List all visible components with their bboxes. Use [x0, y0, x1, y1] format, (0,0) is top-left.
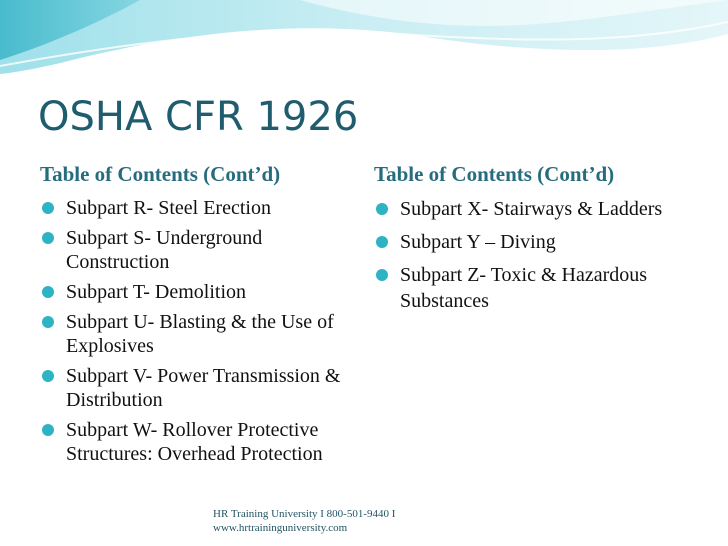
bullet-icon — [42, 316, 54, 328]
list-item-text: Subpart X- Stairways & Ladders — [400, 198, 663, 220]
left-column — [40, 160, 358, 472]
list-item-text: Subpart S- Underground Construction — [66, 227, 263, 273]
bullet-icon — [42, 202, 54, 214]
list-item — [40, 280, 358, 304]
header-wave-decoration — [0, 0, 728, 90]
footer-contact-line: HR Training University I 800-501-9440 I — [213, 508, 396, 520]
list-item — [40, 196, 358, 220]
left-item-list — [40, 196, 358, 466]
list-item — [40, 364, 358, 412]
list-item-text: Subpart Z- Toxic & Hazardous Substances — [400, 264, 648, 312]
list-item-text: Subpart U- Blasting & the Use of Explosives — [66, 311, 334, 357]
list-item — [374, 196, 674, 222]
bullet-icon — [376, 203, 388, 215]
bullet-icon — [42, 286, 54, 298]
list-item-text: Subpart T- Demolition — [66, 281, 246, 303]
list-item-text: Subpart W- Rollover Protective Structures: Overhead Protection — [66, 419, 323, 465]
right-column-heading: Table of Contents (Cont’d) — [374, 162, 615, 186]
list-item-text: Subpart Y – Diving — [400, 231, 556, 253]
bullet-icon — [42, 424, 54, 436]
footer — [213, 507, 443, 535]
list-item — [40, 418, 358, 466]
list-item-text: Subpart V- Power Transmission & Distribution — [66, 365, 341, 411]
bullet-icon — [376, 269, 388, 281]
left-column-heading: Table of Contents (Cont’d) — [40, 162, 281, 186]
list-item — [374, 229, 674, 255]
right-column — [374, 160, 674, 321]
bullet-icon — [42, 370, 54, 382]
bullet-icon — [42, 232, 54, 244]
slide-title: OSHA CFR 1926 — [38, 94, 359, 140]
list-item — [374, 262, 674, 314]
list-item — [40, 226, 358, 274]
bullet-icon — [376, 236, 388, 248]
list-item-text: Subpart R- Steel Erection — [66, 197, 271, 219]
footer-website-line: www.hrtraininguniversity.com — [213, 522, 348, 534]
list-item — [40, 310, 358, 358]
right-item-list — [374, 196, 674, 314]
